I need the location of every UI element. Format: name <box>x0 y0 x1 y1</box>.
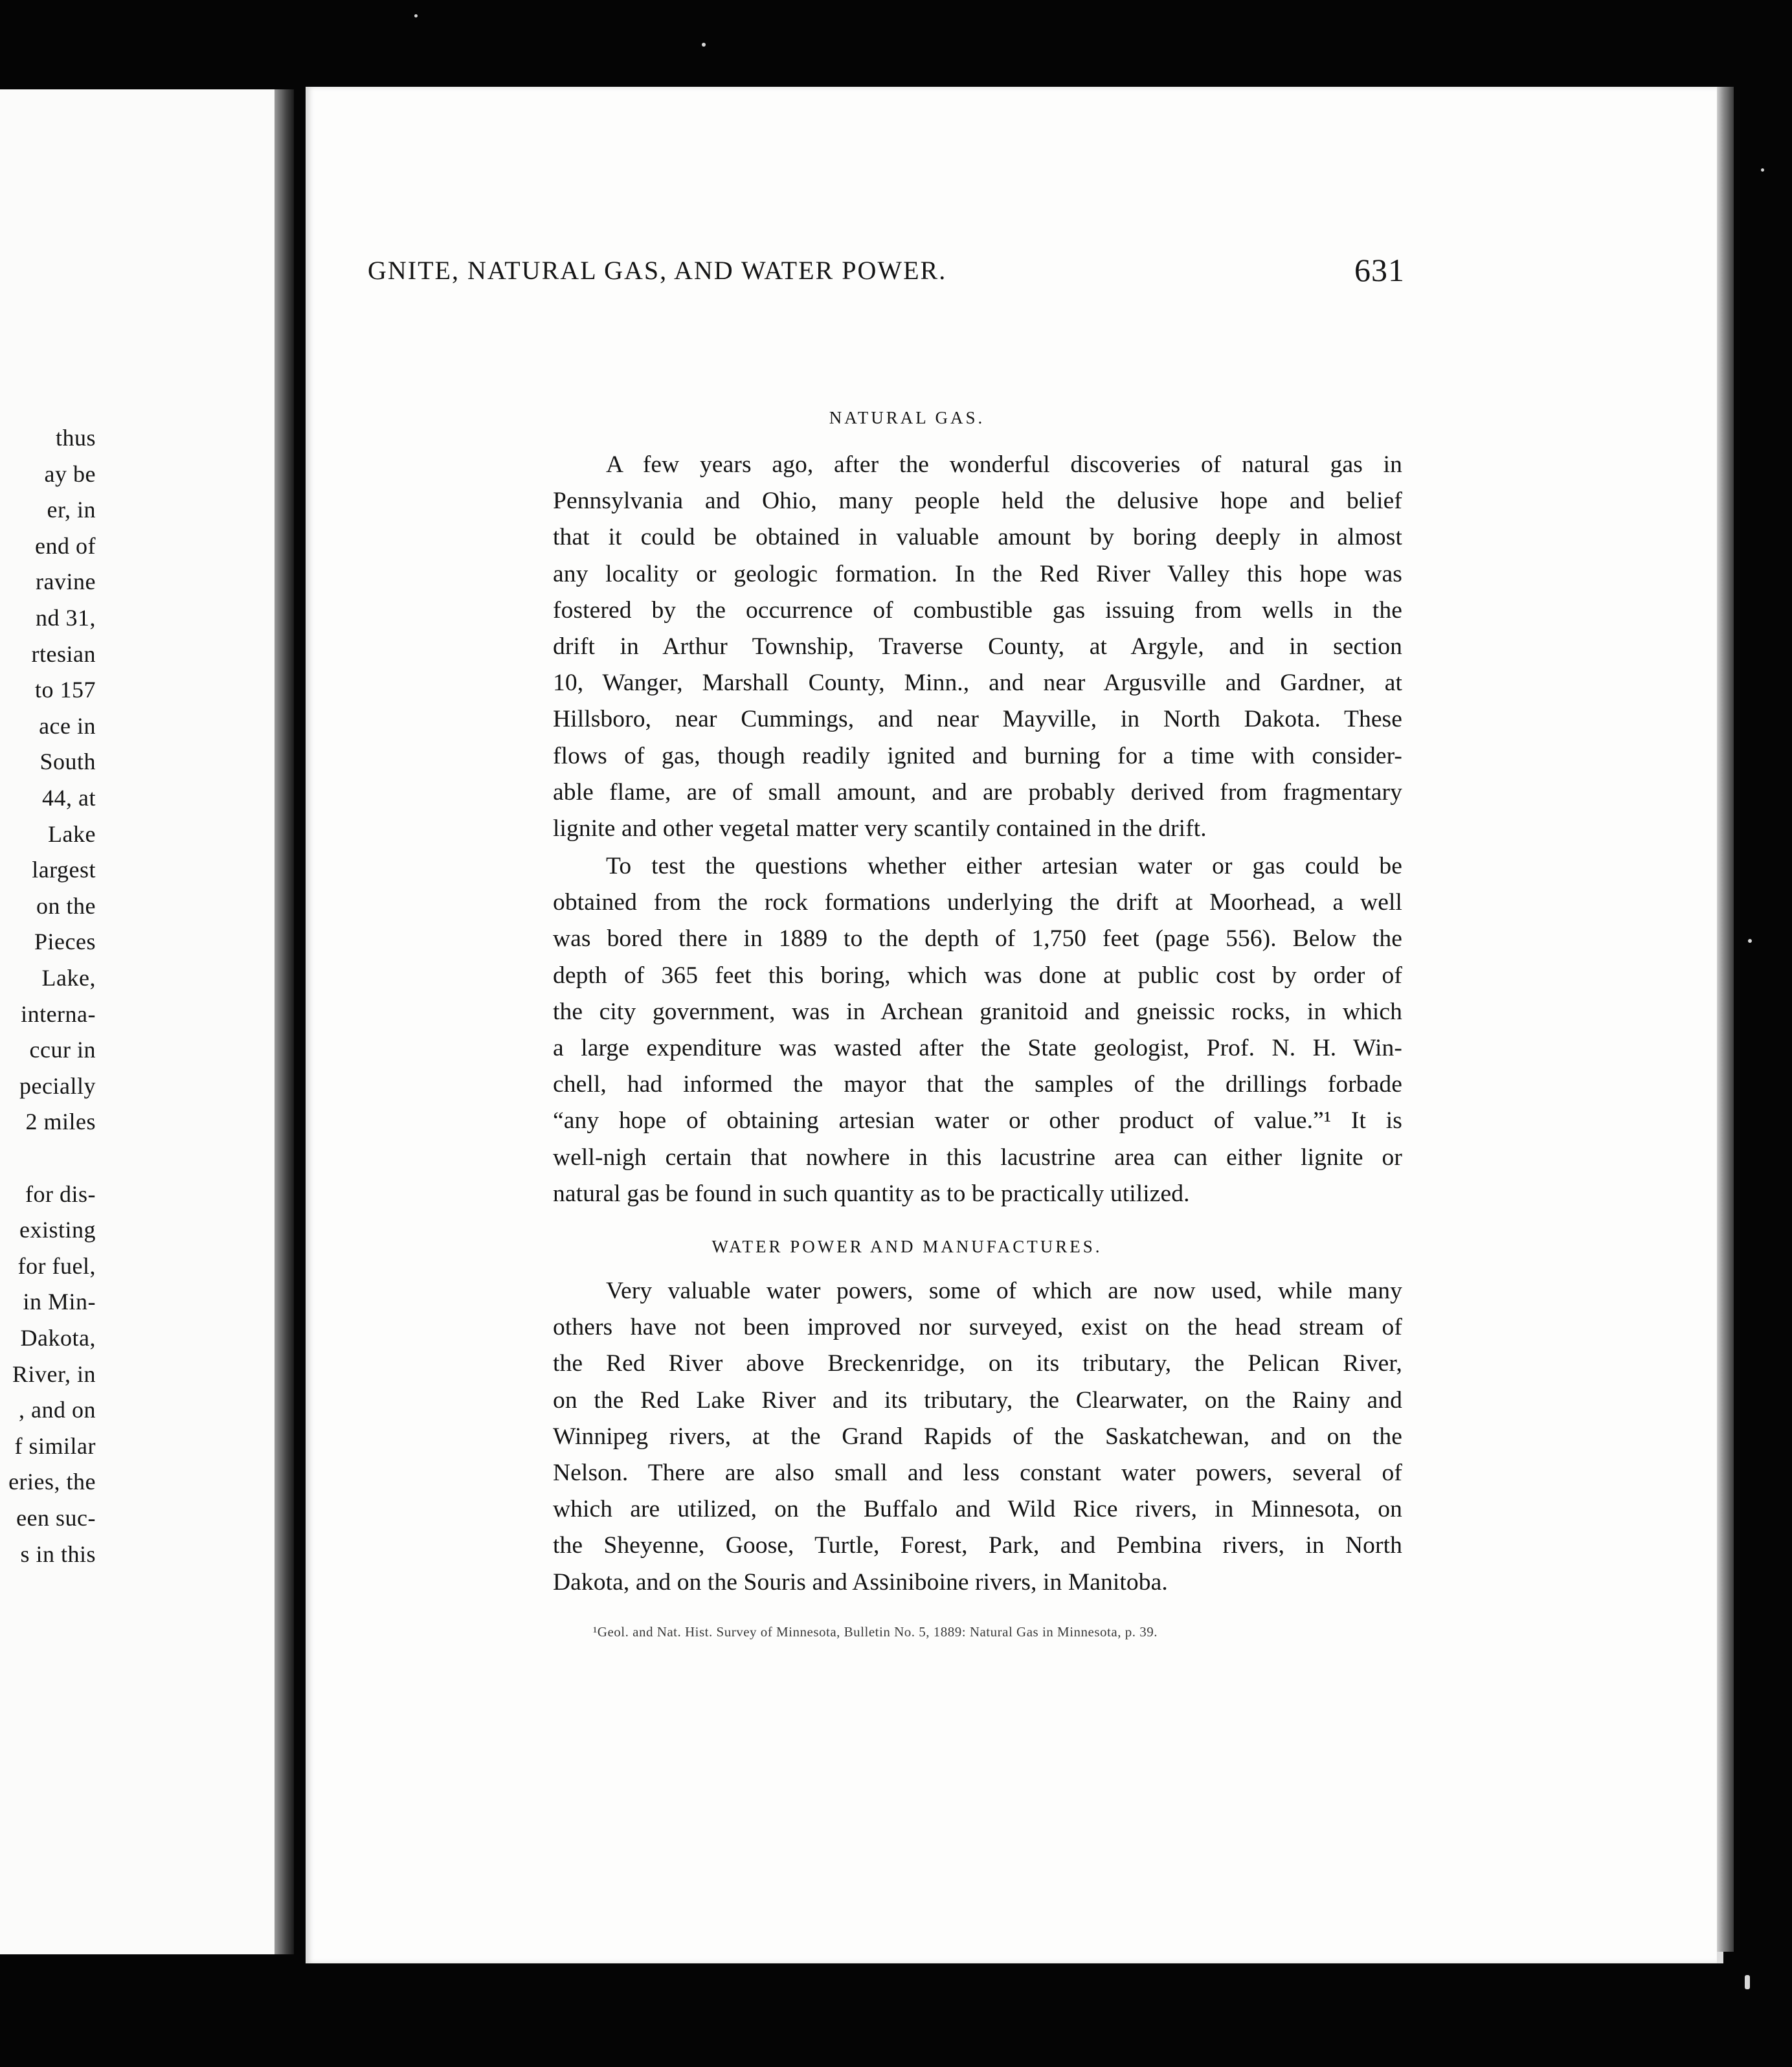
paragraph-line: depth of 365 feet this boring, which was done at public cost by order of <box>553 962 1402 989</box>
paragraph-water-power <box>553 1273 1402 1601</box>
paragraph-natural-gas-2 <box>553 848 1402 1212</box>
scan-speck <box>414 14 418 17</box>
paragraph-line: the city government, was in Archean granitoid and gneissic rocks, in which <box>553 998 1402 1025</box>
left-page-line-fragment: largest <box>32 857 96 883</box>
paragraph-line: Winnipeg rivers, at the Grand Rapids of the Saskatchewan, and on the <box>553 1423 1402 1450</box>
paragraph-line: Pennsylvania and Ohio, many people held the delusive hope and belief <box>553 488 1402 515</box>
left-page-line-fragment: een suc- <box>16 1505 96 1531</box>
paragraph-line: A few years ago, after the wonderful discoveries of natural gas in <box>606 451 1402 478</box>
page-edge-shadow <box>1717 87 1734 1952</box>
left-page-line-fragment: ravine <box>36 569 96 595</box>
paragraph-line: able flame, are of small amount, and are probably derived from fragmentary <box>553 778 1402 806</box>
paragraph-line: lignite and other vegetal matter very scantily contained in the drift. <box>553 815 1207 842</box>
paragraph-line: drift in Arthur Township, Traverse County, at Argyle, and in section <box>553 633 1402 661</box>
paragraph-line: To test the questions whether either artesian water or gas could be <box>606 853 1402 879</box>
left-page-line-fragment: Lake <box>48 820 96 847</box>
paragraph-line: 10, Wanger, Marshall County, Minn., and near Argusville and Gardner, at <box>553 670 1402 697</box>
left-page-line-fragment: f similar <box>14 1432 96 1459</box>
left-page-line-fragment: River, in <box>12 1361 96 1387</box>
paragraph-line: Hillsboro, near Cummings, and near Mayville, in North Dakota. These <box>553 706 1402 733</box>
left-page-line-fragment: existing <box>19 1217 96 1243</box>
paragraph-line: flows of gas, though readily ignited and burning for a time with consider- <box>553 742 1402 769</box>
book-gutter <box>274 89 294 1954</box>
footnote: ¹Geol. and Nat. Hist. Survey of Minnesota, Bulletin No. 5, 1889: Natural Gas in Minnesota, p. 39. <box>593 1624 1158 1640</box>
paragraph-natural-gas-1 <box>553 447 1402 847</box>
left-page-line-fragment: Pieces <box>34 929 96 955</box>
paragraph-line: that it could be obtained in valuable amount by boring deeply in almost <box>553 524 1402 551</box>
paragraph-line: the Red River above Breckenridge, on its tributary, the Pelican River, <box>553 1350 1402 1377</box>
left-page-line-fragment: s in this <box>20 1541 96 1567</box>
left-page-line-fragment: for fuel, <box>17 1252 96 1279</box>
page-number: 631 <box>1354 252 1405 288</box>
left-page-line-fragment: Dakota, <box>20 1325 96 1351</box>
left-page-line-fragment: 2 miles <box>25 1109 96 1135</box>
left-page-line-fragment: ay be <box>44 460 96 487</box>
left-page-line-fragment: end of <box>35 532 96 559</box>
section-heading-water-power: WATER POWER AND MANUFACTURES. <box>711 1237 1103 1256</box>
scan-speck <box>1761 168 1764 172</box>
scan-speck <box>1745 1975 1750 1989</box>
scan-speck <box>702 43 706 47</box>
paragraph-line: chell, had informed the mayor that the samples of the drillings forbade <box>553 1071 1402 1098</box>
left-facing-page <box>0 89 284 1954</box>
paragraph-line: others have not been improved nor surveyed, exist on the head stream of <box>553 1314 1402 1341</box>
paragraph-line: Nelson. There are also small and less constant water powers, several of <box>553 1460 1402 1487</box>
left-page-line-fragment: interna- <box>21 1000 96 1027</box>
left-page-line-fragment: ccur in <box>29 1037 96 1063</box>
paragraph-line: a large expenditure was wasted after the State geologist, Prof. N. H. Win- <box>553 1035 1402 1062</box>
left-page-line-fragment: South <box>39 749 96 775</box>
left-page-line-fragment: pecially <box>19 1072 96 1099</box>
scan-speck <box>1748 939 1752 943</box>
paragraph-line: “any hope of obtaining artesian water or other product of value.”¹ It is <box>553 1107 1402 1135</box>
left-page-line-fragment: eries, the <box>8 1469 96 1495</box>
paragraph-line: obtained from the rock formations underlying the drift at Moorhead, a well <box>553 889 1402 916</box>
left-page-line-fragment: 44, at <box>42 785 96 811</box>
paragraph-line: the Sheyenne, Goose, Turtle, Forest, Park, and Pembina rivers, in North <box>553 1532 1402 1559</box>
paragraph-line: Very valuable water powers, some of which are now used, while many <box>606 1278 1402 1304</box>
left-page-text-fragments <box>0 89 284 1954</box>
paragraph-line: was bored there in 1889 to the depth of 1,750 feet (page 556). Below the <box>553 925 1402 953</box>
left-page-line-fragment: er, in <box>47 497 96 523</box>
left-page-line-fragment: thus <box>55 425 96 451</box>
left-page-line-fragment: ace in <box>39 712 96 739</box>
left-page-line-fragment: to 157 <box>34 677 96 703</box>
paragraph-line: fostered by the occurrence of combustible gas issuing from wells in the <box>553 596 1402 624</box>
left-page-line-fragment: for dis- <box>25 1180 96 1207</box>
section-heading-natural-gas: NATURAL GAS. <box>829 408 985 427</box>
paragraph-line: natural gas be found in such quantity as to be practically utilized. <box>553 1180 1190 1207</box>
paragraph-line: which are utilized, on the Buffalo and Wild Rice rivers, in Minnesota, on <box>553 1496 1402 1523</box>
left-page-line-fragment: rtesian <box>31 640 96 667</box>
left-page-line-fragment: Lake, <box>41 965 96 991</box>
left-page-line-fragment: nd 31, <box>36 605 96 631</box>
paragraph-line: on the Red Lake River and its tributary, the Clearwater, on the Rainy and <box>553 1386 1402 1414</box>
left-page-line-fragment: in Min- <box>23 1289 96 1315</box>
running-head <box>368 252 1405 294</box>
left-page-line-fragment: , and on <box>19 1397 96 1423</box>
paragraph-line: any locality or geologic formation. In the Red River Valley this hope was <box>553 560 1402 587</box>
paragraph-line: Dakota, and on the Souris and Assiniboine rivers, in Manitoba. <box>553 1568 1168 1596</box>
running-title: GNITE, NATURAL GAS, AND WATER POWER. <box>368 256 947 285</box>
paragraph-line: well-nigh certain that nowhere in this lacustrine area can either lignite or <box>553 1144 1402 1171</box>
left-page-line-fragment: on the <box>36 892 96 919</box>
